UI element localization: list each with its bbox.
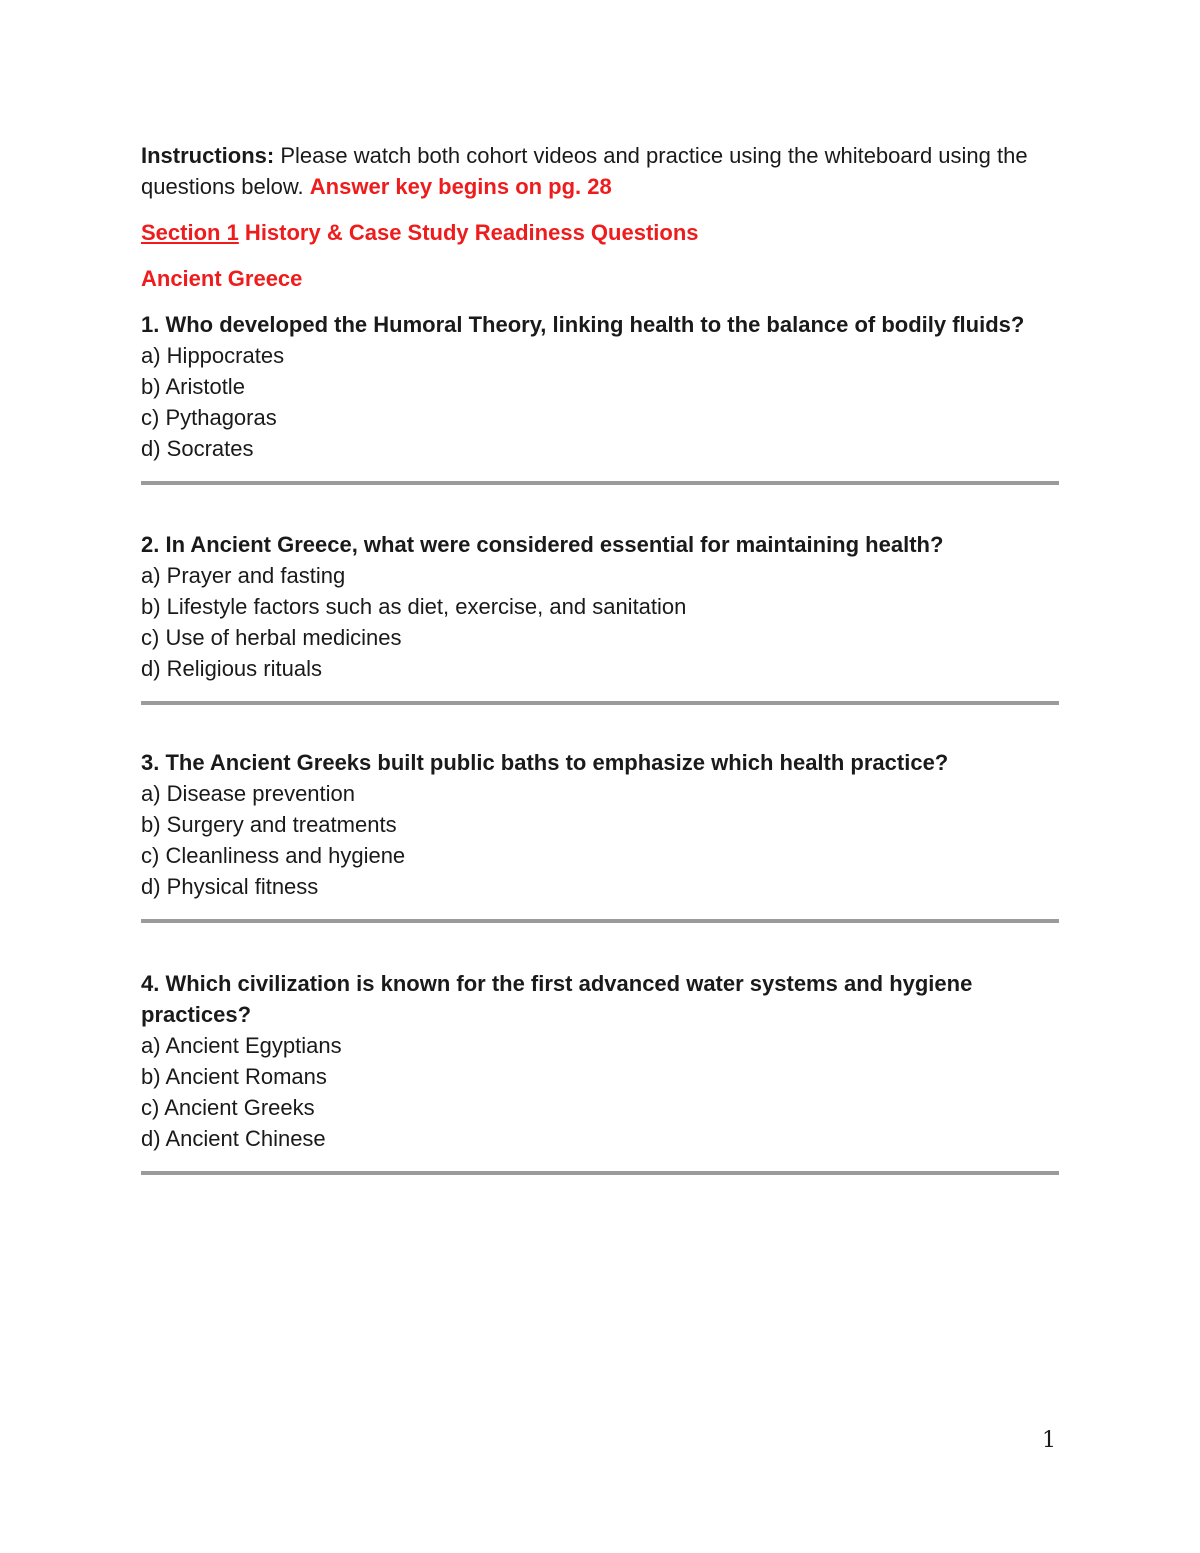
instructions-label: Instructions: (141, 143, 275, 168)
subheading-ancient-greece: Ancient Greece (141, 266, 303, 291)
question-text: 1. Who developed the Humoral Theory, linking health to the balance of bodily fluids? (141, 312, 1025, 337)
question-text: 4. Which civilization is known for the first advanced water systems and hygiene practices? (141, 971, 973, 1027)
option-b: b) Lifestyle factors such as diet, exercise, and sanitation (141, 594, 687, 619)
option-a: a) Hippocrates (141, 343, 285, 368)
answer-key-note: Answer key begins on pg. 28 (309, 174, 612, 199)
question-text: 2. In Ancient Greece, what were considered essential for maintaining health? (141, 532, 944, 557)
option-d: d) Socrates (141, 436, 254, 461)
option-c: c) Cleanliness and hygiene (141, 843, 406, 868)
instructions-paragraph (141, 140, 1059, 202)
option-a: a) Disease prevention (141, 781, 356, 806)
question-4 (141, 968, 1059, 1154)
question-3 (141, 747, 1059, 902)
option-b: b) Aristotle (141, 374, 245, 399)
section-link[interactable]: Section 1 (141, 220, 239, 245)
page-number: 1 (1042, 1428, 1056, 1453)
option-c: c) Ancient Greeks (141, 1095, 315, 1120)
horizontal-divider (141, 481, 1059, 485)
option-a: a) Prayer and fasting (141, 563, 346, 588)
question-1 (141, 309, 1059, 464)
option-c: c) Use of herbal medicines (141, 625, 402, 650)
instructions-text: Please watch both cohort videos and practice using the whiteboard using the questions below. (141, 143, 1028, 199)
option-c: c) Pythagoras (141, 405, 277, 430)
section-title: History & Case Study Readiness Questions (238, 220, 699, 245)
option-d: d) Religious rituals (141, 656, 322, 681)
question-text: 3. The Ancient Greeks built public baths to emphasize which health practice? (141, 750, 949, 775)
options-list (141, 560, 1059, 684)
option-d: d) Physical fitness (141, 874, 319, 899)
option-a: a) Ancient Egyptians (141, 1033, 342, 1058)
question-2 (141, 529, 1059, 684)
section-heading (141, 217, 1059, 248)
options-list (141, 340, 1059, 464)
option-d: d) Ancient Chinese (141, 1126, 326, 1151)
options-list (141, 778, 1059, 902)
horizontal-divider (141, 919, 1059, 923)
horizontal-divider (141, 701, 1059, 705)
options-list (141, 1030, 1059, 1154)
page-content (141, 140, 1059, 1175)
option-b: b) Ancient Romans (141, 1064, 327, 1089)
option-b: b) Surgery and treatments (141, 812, 397, 837)
horizontal-divider (141, 1171, 1059, 1175)
